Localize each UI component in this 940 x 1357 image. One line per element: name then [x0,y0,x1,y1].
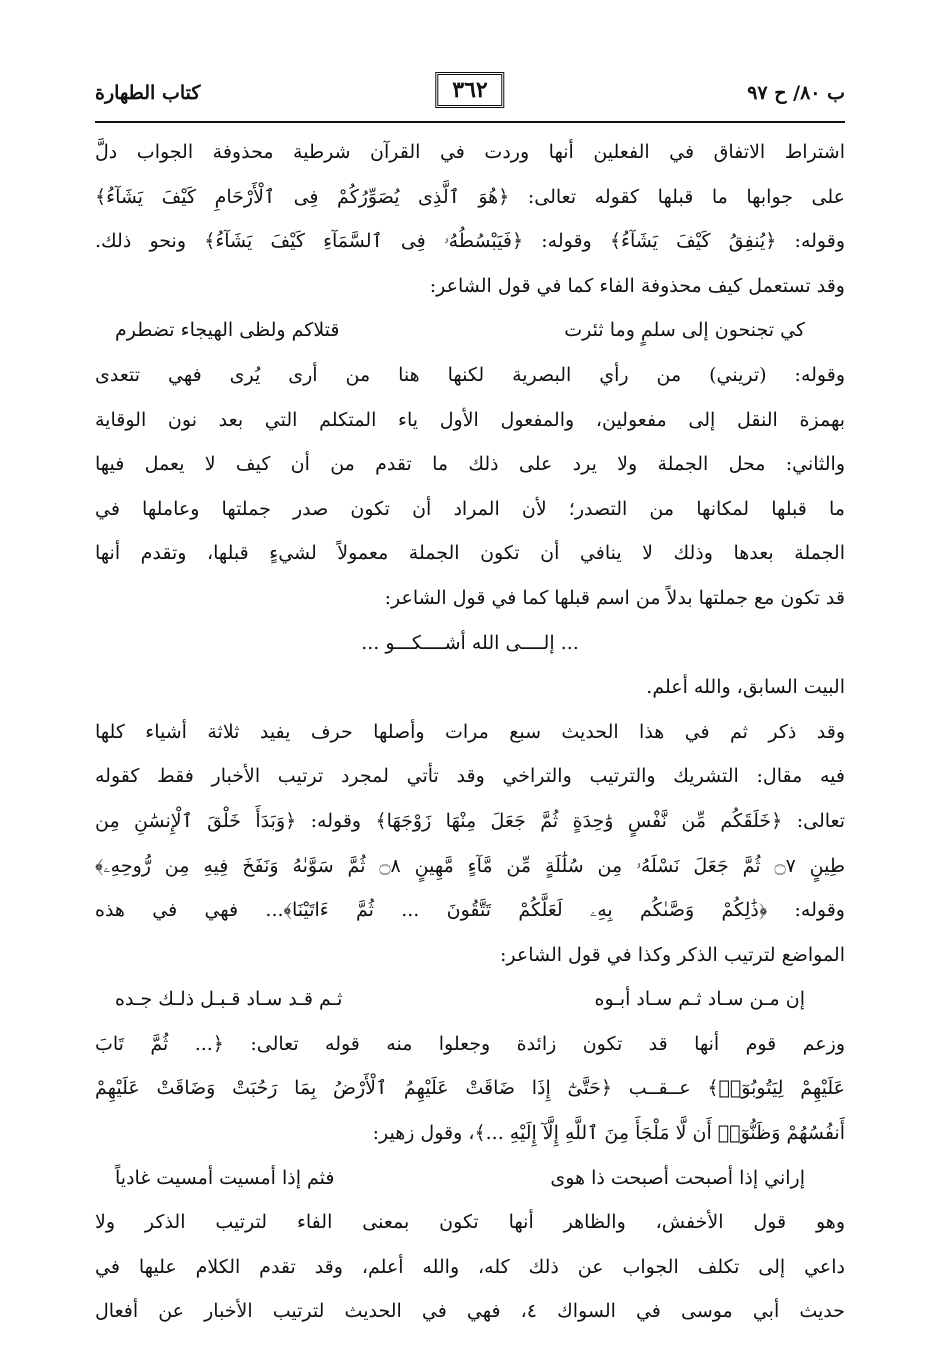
verse-second-hemistich: قتلاكم ولظى الهيجاء تضطرم [115,319,340,342]
text-line: طِينٍ ۝٧ ثُمَّ جَعَلَ نَسْلَهُۥ مِن سُلَٰلَةٍ مِّن مَّآءٍ مَّهِينٍ ۝٨ ثُمَّ سَوَّىٰهُ وَنَفَخَ فِيهِ مِن رُّوحِهِۦ﴾ [95,854,845,877]
chapter-reference: ب ٨٠/ ح ٩٧ [747,82,845,104]
text-line: داعي إلى تكلف الجواب عن ذلك كله، والله أعلم، وقد تقدم الكلام عليها في [95,1255,845,1278]
text-line: وقد ذكر ثم في هذا الحديث سبع مرات وأصلها حرف يفيد ثلاثة أشياء كلها [95,720,845,743]
text-line: اشتراط الاتفاق في الفعلين أنها وردت في القرآن شرطية محذوفة الجواب دلَّ [95,141,845,163]
text-line: أَنفُسُهُمْ وَظَنُّوٓا۟ أَن لَّا مَلْجَأَ مِنَ ٱللَّهِ إِلَّآ إِلَيْهِ ...﴾، وقول زهير: [372,1122,845,1145]
text-line: وزعم قوم أنها قد تكون زائدة وجعلوا منه قوله تعالى: ﴿... ثُمَّ تَابَ [95,1032,845,1055]
text-line: وهو قول الأخفش، والظاهر أنها تكون بمعنى الفاء لترتيب الذكر ولا [95,1211,845,1234]
verse-first-hemistich: إراني إذا أصبحت أصبحت ذا هوى [550,1166,805,1189]
text-line: وقوله: (تريني) من رأي البصرية لكنها هنا من أرى يُرى فهي تتعدى [95,363,845,386]
text-line: المواضع لترتيب الذكر وكذا في قول الشاعر: [499,943,845,966]
text-line: وقوله: ﴿ذَٰلِكُمْ وَصَّىٰكُم بِهِۦ لَعَلَّكُمْ تَتَّقُونَ ... ثُمَّ ءَاتَيْنَا﴾... فهي في هذه [95,899,845,922]
verse-second-hemistich: ثـم قـد سـاد قـبـل ذلـك جـده [115,988,343,1011]
text-line: ما قبلها لمكانها من التصدر؛ لأن المراد أن تكون صدر جملتها وعاملها في [95,497,845,520]
text-line: حديث أبي موسى في السواك ٤، فهي في الحديث لترتيب الأخبار عن أفعال [95,1300,845,1323]
text-line: وقد تستعمل كيف محذوفة الفاء كما في قول الشاعر: [429,274,845,297]
verse-second-hemistich: فثم إذا أمسيت أمسيت غادياً [115,1166,335,1189]
text-line: والثاني: محل الجملة ولا يرد على ذلك ما تقدم من أن كيف لا يعمل فيها [95,453,845,476]
text-line: الجملة بعدها وذلك لا ينافي أن تكون الجملة معمولاً لشيءٍ قبلها، وتقدم أنها [95,542,845,565]
poetry-fragment: ... إلــــى الله أشــــكـــو ... [361,631,579,654]
text-line: وقوله: ﴿يُنفِقُ كَيْفَ يَشَآءُ﴾ وقوله: ﴿فَيَبْسُطُهُۥ فِى ٱلسَّمَآءِ كَيْفَ يَشَآءُ﴾ ونحو ذلك. [95,230,845,253]
poetry-verse [95,977,845,1022]
book-title: كتاب الطهارة [95,82,201,104]
text-line: فيه مقال: التشريك والترتيب والتراخي وقد تأتي لمجرد ترتيب الأخبار فقط كقوله [95,765,845,788]
text-line: البيت السابق، والله أعلم. [646,676,845,699]
header-divider [95,121,845,123]
verse-first-hemistich: إن مـن سـاد ثـم سـاد أبـوه [594,988,805,1011]
text-line: على جوابها ما قبلها كقوله تعالى: ﴿هُوَ ٱلَّذِى يُصَوِّرُكُمْ فِى ٱلْأَرْحَامِ كَيْفَ يَشَآءُ﴾ [95,185,845,208]
text-line: قد تكون مع جملتها بدلاً من اسم قبلها كما في قول الشاعر: [384,586,845,609]
poetry-verse [95,1156,845,1201]
poetry-verse [95,308,845,353]
page-header [95,70,845,120]
text-line: تعالى: ﴿خَلَقَكُم مِّن نَّفْسٍ وَٰحِدَةٍ ثُمَّ جَعَلَ مِنْهَا زَوْجَهَا﴾ وقوله: ﴿وَبَدَأَ خَلْقَ ٱلْإِنسَٰنِ مِن [95,809,845,832]
verse-first-hemistich: كي تجنحون إلى سلمٍ وما ثئرت [564,319,805,342]
page-body [95,130,845,1334]
text-line: بهمزة النقل إلى مفعولين، والمفعول الأول ياء المتكلم التي بعد نون الوقاية [95,408,845,431]
text-line: عَلَيْهِمْ لِيَتُوبُوٓا۟﴾ عــقــب ﴿حَتَّىٰٓ إِذَا ضَاقَتْ عَلَيْهِمُ ٱلْأَرْضُ بِمَا رَحُبَتْ وَضَاقَتْ عَلَيْهِمْ [95,1077,845,1100]
page-number: ٣٦٢ [435,72,504,108]
